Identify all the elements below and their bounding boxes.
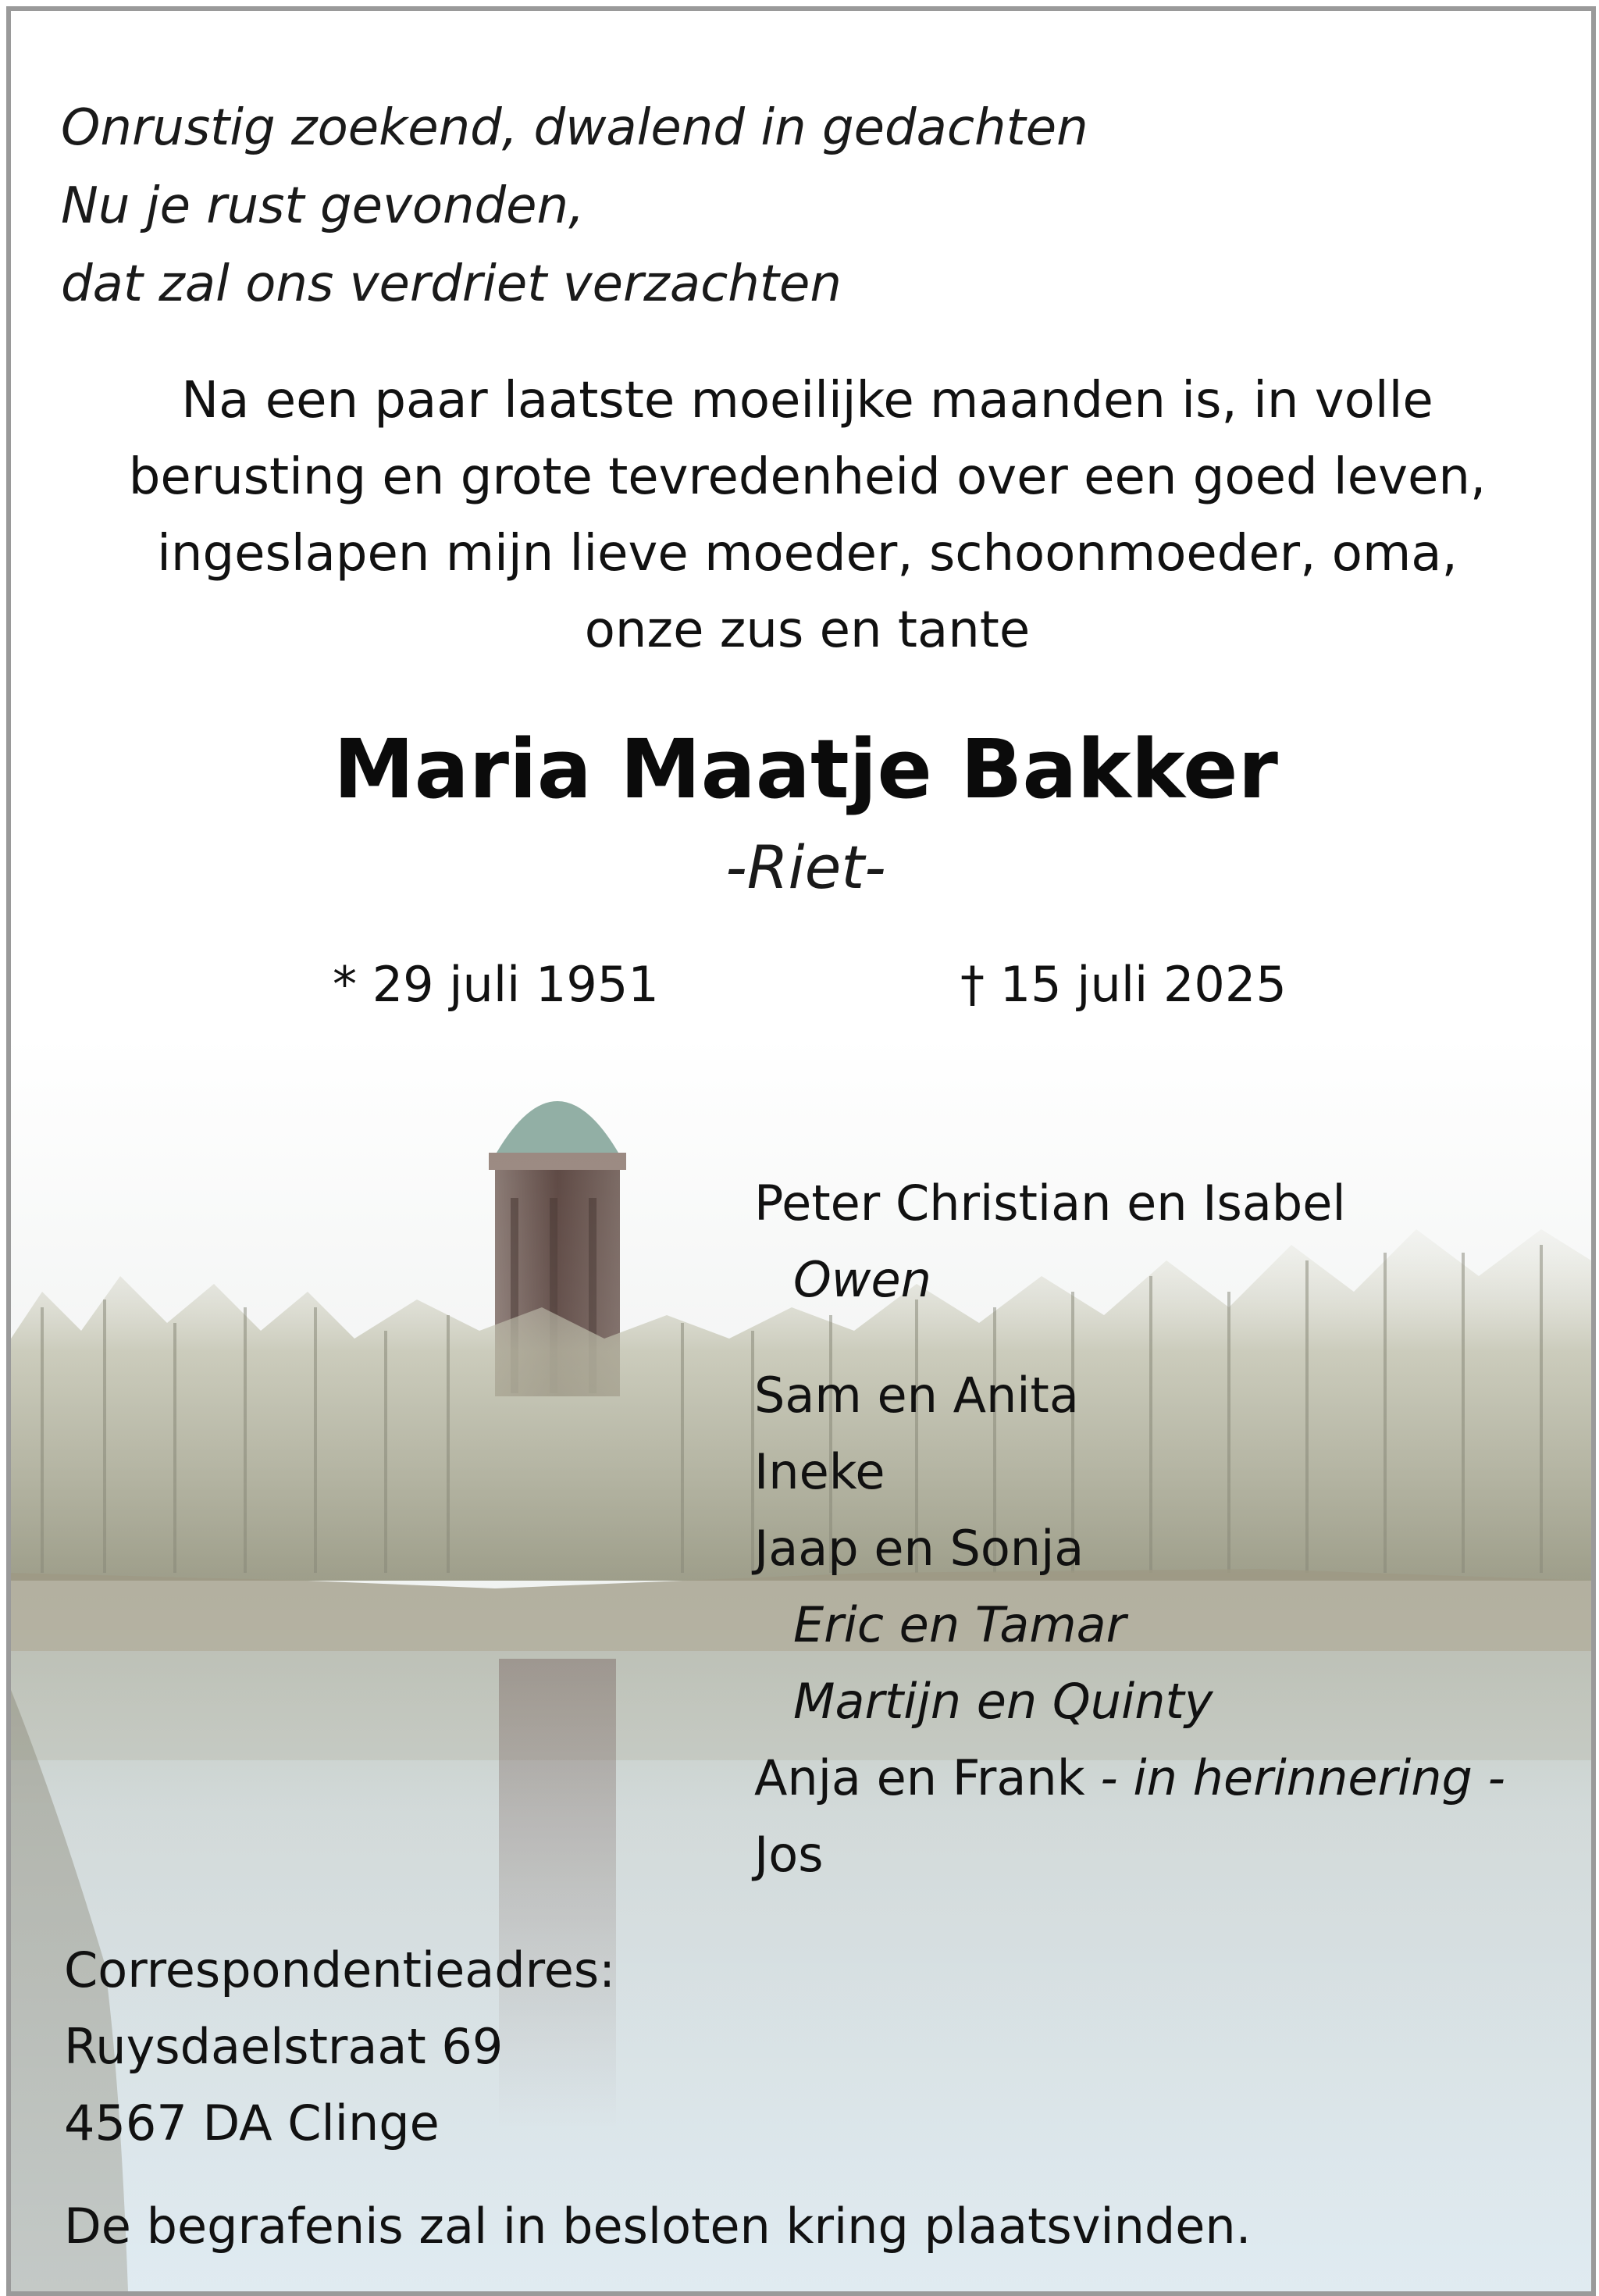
poem xyxy=(61,89,1088,323)
announcement-line: Na een paar laatste moeilijke maanden is, in volle xyxy=(181,372,1433,430)
family-member: Peter Christian en Isabel xyxy=(754,1175,1346,1232)
correspondence-address xyxy=(64,1932,615,2162)
poem-line: Onrustig zoekend, dwalend in gedachten xyxy=(61,99,1088,157)
family-member: Sam en Anita xyxy=(754,1367,1079,1424)
poem-line: dat zal ons verdriet verzachten xyxy=(61,255,842,313)
address-city: 4567 DA Clinge xyxy=(64,2095,440,2152)
death-date: † 15 juli 2025 xyxy=(960,956,1287,1013)
family-member: Jos xyxy=(754,1826,824,1883)
announcement-line: berusting en grote tevredenheid over een goed leven, xyxy=(128,448,1487,506)
deceased-name: Maria Maatje Bakker xyxy=(333,722,1278,817)
announcement-text xyxy=(58,362,1557,668)
grandchild: Owen xyxy=(793,1251,931,1308)
announcement-line: onze zus en tante xyxy=(584,601,1031,659)
deceased-nickname: -Riet- xyxy=(725,832,886,902)
family-member-name: Anja en Frank xyxy=(754,1749,1085,1806)
grandchild: Eric en Tamar xyxy=(793,1596,1127,1653)
grandchild: Martijn en Quinty xyxy=(793,1673,1213,1730)
poem-line: Nu je rust gevonden, xyxy=(61,177,585,235)
family-list xyxy=(754,1165,1505,1893)
family-member-remembered xyxy=(754,1740,1505,1816)
address-street: Ruysdaelstraat 69 xyxy=(64,2018,504,2075)
in-memory-note: - in herinnering - xyxy=(1100,1749,1505,1806)
family-member: Ineke xyxy=(754,1443,885,1500)
funeral-note: De begrafenis zal in besloten kring plaatsvinden. xyxy=(64,2198,1252,2255)
address-label: Correspondentieadres: xyxy=(64,1941,616,1998)
death-notice-card xyxy=(6,6,1596,2296)
family-member: Jaap en Sonja xyxy=(754,1520,1084,1577)
announcement-line: ingeslapen mijn lieve moeder, schoonmoeder, oma, xyxy=(157,525,1458,583)
birth-date: * 29 juli 1951 xyxy=(333,956,659,1013)
